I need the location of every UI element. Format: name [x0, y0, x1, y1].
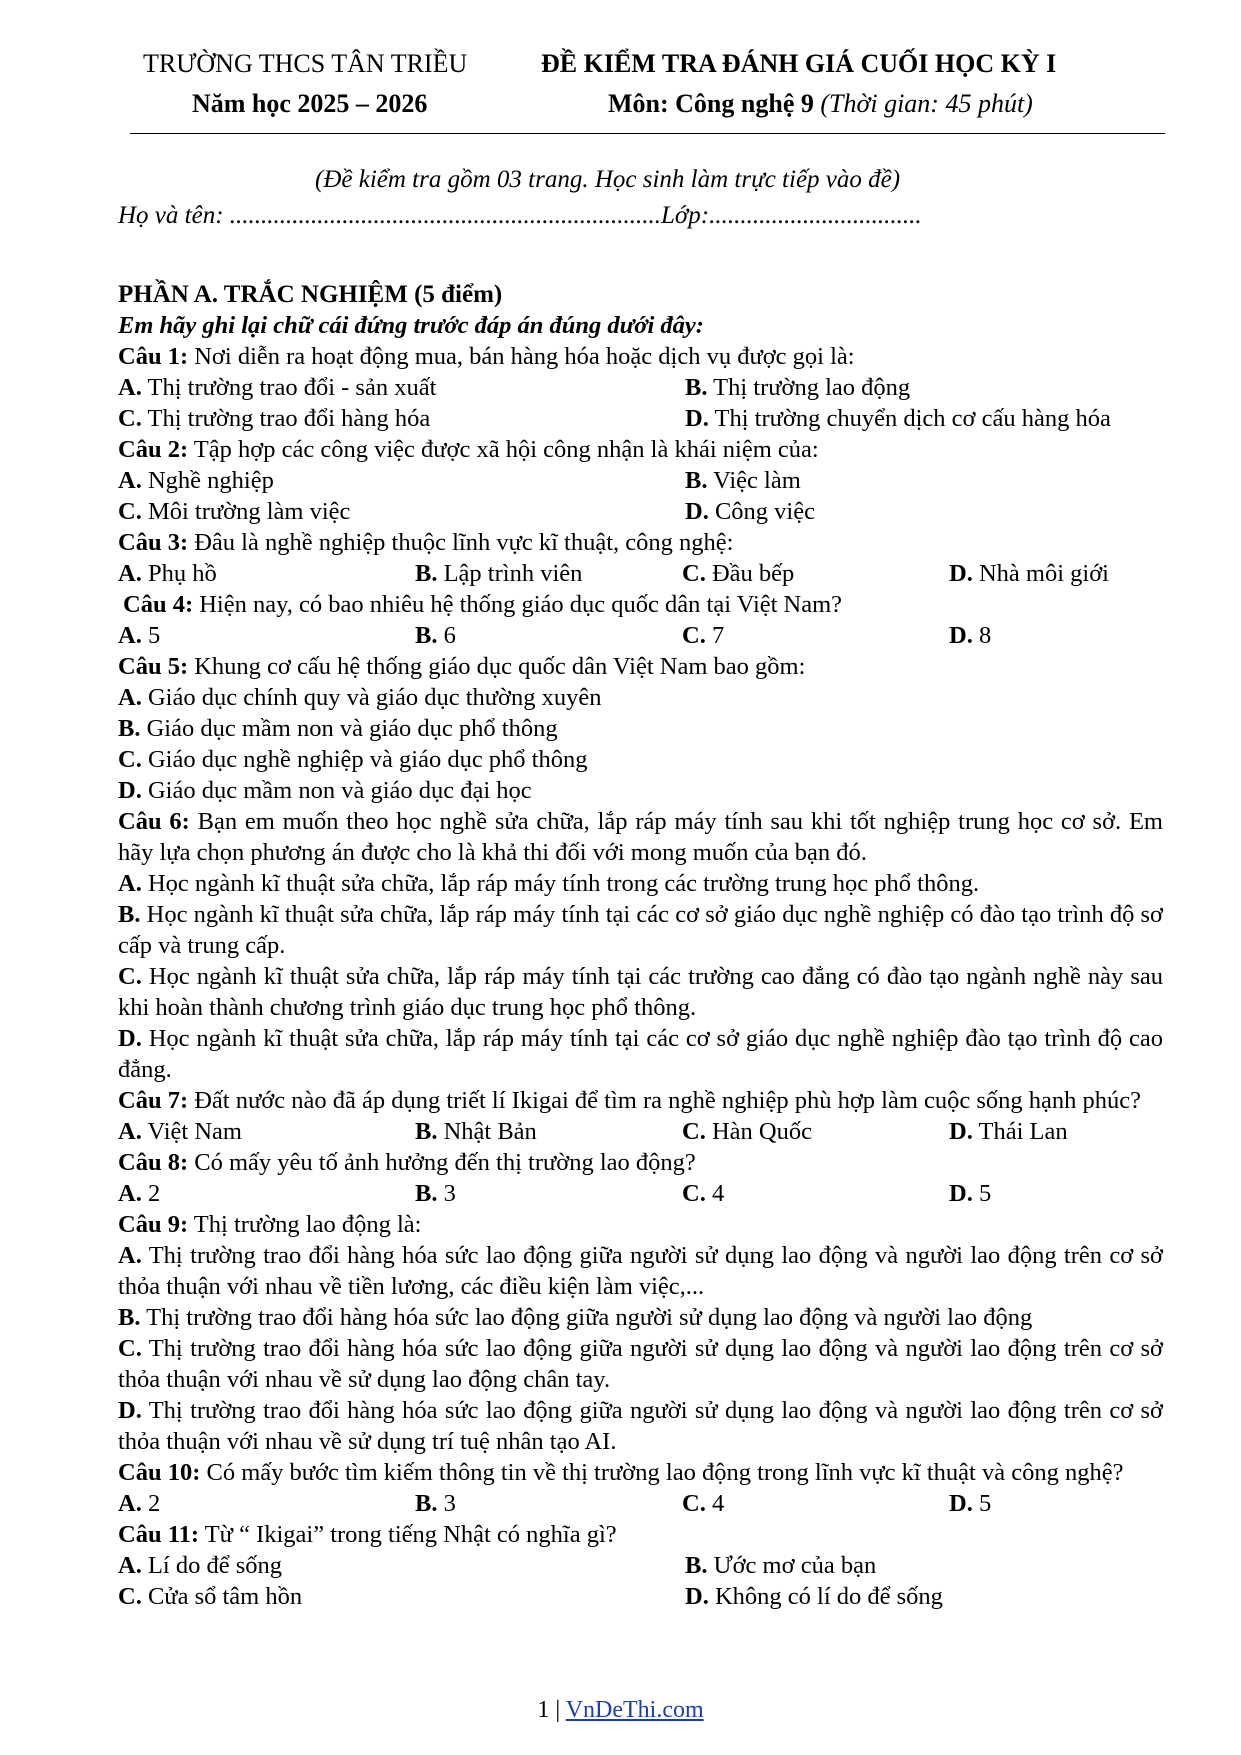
question — [118, 434, 1163, 465]
option: B. Thị trường lao động — [685, 374, 911, 401]
question — [118, 1519, 1163, 1550]
question-text: Từ “ Ikigai” trong tiếng Nhật có nghĩa gì? — [199, 1521, 617, 1548]
question-label: Câu 9: — [118, 1211, 189, 1238]
option-row — [118, 558, 1163, 589]
option: C. Học ngành kĩ thuật sửa chữa, lắp ráp máy tính tại các trường cao đẳng có đào tạo ngành nghề này sau khi hoàn thành chương trình giáo dục trung học phổ thông. — [118, 963, 1163, 1021]
question-text: Có mấy yêu tố ảnh hưởng đến thị trường lao động? — [188, 1149, 696, 1176]
section-a-title: PHẦN A. TRẮC NGHIỆM (5 điểm) — [118, 281, 503, 308]
subject-line — [608, 89, 1033, 119]
exam-note: (Đề kiểm tra gồm 03 trang. Học sinh làm trực tiếp vào đề) — [315, 166, 901, 193]
school-year: Năm học 2025 – 2026 — [192, 89, 428, 118]
option: D. Công việc — [685, 498, 815, 525]
option: C. Hàn Quốc — [682, 1118, 812, 1145]
question — [118, 1209, 1163, 1240]
option: C. Môi trường làm việc — [118, 498, 351, 525]
option: C. Thị trường trao đổi hàng hóa sức lao động giữa người sử dụng lao động và người lao động trên cơ sở thỏa thuận với nhau về sử dụng lao động chân tay. — [118, 1335, 1163, 1393]
option-row — [118, 496, 1163, 527]
option: D. Học ngành kĩ thuật sửa chữa, lắp ráp máy tính tại các cơ sở giáo dục nghề nghiệp đào tạo trình độ cao đẳng. — [118, 1025, 1163, 1083]
option: A. Thị trường trao đổi - sản xuất — [118, 374, 437, 401]
question-label: Câu 1: — [118, 343, 189, 370]
option-row — [118, 372, 1163, 403]
question — [118, 1085, 1163, 1116]
page-number: 1 — [537, 1697, 550, 1723]
question-label: Câu 8: — [118, 1149, 189, 1176]
question-label: Câu 7: — [118, 1087, 189, 1114]
option: A. 2 — [118, 1180, 161, 1207]
question — [118, 589, 1163, 620]
option: D. Thị trường chuyển dịch cơ cấu hàng hóa — [685, 405, 1111, 432]
question — [118, 1457, 1163, 1488]
option-row — [118, 465, 1163, 496]
exam-content — [118, 279, 1163, 1612]
option: A. Nghề nghiệp — [118, 467, 274, 494]
option: D. Không có lí do để sống — [685, 1583, 943, 1610]
option: B. Học ngành kĩ thuật sửa chữa, lắp ráp máy tính tại các cơ sở giáo dục nghề nghiệp có đào tạo trình độ sơ cấp và trung cấp. — [118, 901, 1163, 959]
question-text: Bạn em muốn theo học nghề sửa chữa, lắp ráp máy tính sau khi tốt nghiệp trung học cơ sở. Em hãy lựa chọn phương án được cho là khả thi đối với mong muốn của bạn đó. — [118, 808, 1163, 866]
question-text: Đất nước nào đã áp dụng triết lí Ikigai để tìm ra nghề nghiệp phù hợp làm cuộc sống hạnh phúc? — [188, 1087, 1142, 1114]
option-row — [118, 1178, 1163, 1209]
option-row — [118, 1116, 1163, 1147]
option: C. Giáo dục nghề nghiệp và giáo dục phổ thông — [118, 746, 588, 773]
option-row — [118, 403, 1163, 434]
question — [118, 806, 1163, 868]
option: C. 4 — [682, 1490, 725, 1517]
question — [118, 651, 1163, 682]
subject: Môn: Công nghệ 9 — [608, 89, 814, 118]
option: D. 5 — [949, 1180, 992, 1207]
option: B. Nhật Bản — [415, 1118, 537, 1145]
option: B. 3 — [415, 1490, 456, 1517]
option-row — [118, 1581, 1163, 1612]
question-label: Câu 11: — [118, 1521, 200, 1548]
student-name-line: Họ và tên: .....................................................................Lớp:.................................. — [118, 202, 922, 229]
option-row — [118, 1488, 1163, 1519]
option: D. Thái Lan — [949, 1118, 1068, 1145]
question-label: Câu 4: — [123, 591, 194, 618]
exam-time: (Thời gian: 45 phút) — [820, 89, 1033, 118]
question-label: Câu 10: — [118, 1459, 201, 1486]
option: D. Thị trường trao đổi hàng hóa sức lao động giữa người sử dụng lao động và người lao động trên cơ sở thỏa thuận với nhau về sử dụng trí tuệ nhân tạo AI. — [118, 1397, 1163, 1455]
site-link[interactable]: VnDeThi.com — [565, 1697, 704, 1723]
option: D. Giáo dục mầm non và giáo dục đại học — [118, 777, 532, 804]
exam-title: ĐỀ KIỂM TRA ĐÁNH GIÁ CUỐI HỌC KỲ I — [541, 49, 1057, 78]
section-a-instruction: Em hãy ghi lại chữ cái đứng trước đáp án đúng dưới đây: — [118, 312, 704, 339]
option: D. 8 — [949, 622, 992, 649]
option: B. Thị trường trao đổi hàng hóa sức lao động giữa người sử dụng lao động và người lao động — [118, 1304, 1033, 1331]
question-text: Khung cơ cấu hệ thống giáo dục quốc dân Việt Nam bao gồm: — [188, 653, 806, 680]
option: A. Việt Nam — [118, 1118, 242, 1145]
option: C. Cửa sổ tâm hồn — [118, 1583, 303, 1610]
option: C. Thị trường trao đổi hàng hóa — [118, 405, 431, 432]
option-row — [118, 1550, 1163, 1581]
option: B. Lập trình viên — [415, 560, 583, 587]
question-text: Nơi diễn ra hoạt động mua, bán hàng hóa hoặc dịch vụ được gọi là: — [188, 343, 855, 370]
question-label: Câu 3: — [118, 529, 189, 556]
option: B. 3 — [415, 1180, 456, 1207]
option: B. Ước mơ của bạn — [685, 1552, 877, 1579]
question-text: Thị trường lao động là: — [188, 1211, 422, 1238]
page-footer — [0, 1697, 1241, 1724]
option: A. Lí do để sống — [118, 1552, 283, 1579]
question-label: Câu 5: — [118, 653, 189, 680]
option: B. Việc làm — [685, 467, 801, 494]
question — [118, 341, 1163, 372]
option: A. Giáo dục chính quy và giáo dục thường xuyên — [118, 684, 602, 711]
option: D. Nhà môi giới — [949, 560, 1109, 587]
option: B. 6 — [415, 622, 456, 649]
option-row — [118, 620, 1163, 651]
option: A. 5 — [118, 622, 161, 649]
option: C. Đầu bếp — [682, 560, 795, 587]
question-text: Có mấy bước tìm kiếm thông tin về thị trường lao động trong lĩnh vực kĩ thuật và công nghệ? — [200, 1459, 1124, 1486]
header-divider — [130, 133, 1165, 134]
question-label: Câu 6: — [118, 808, 190, 835]
question-label: Câu 2: — [118, 436, 189, 463]
option: A. Thị trường trao đổi hàng hóa sức lao động giữa người sử dụng lao động và người lao động trên cơ sở thỏa thuận với nhau về tiền lương, các điều kiện làm việc,... — [118, 1242, 1163, 1300]
footer-separator: | — [549, 1697, 566, 1723]
question-text: Tập hợp các công việc được xã hội công nhận là khái niệm của: — [188, 436, 819, 463]
option: D. 5 — [949, 1490, 992, 1517]
question — [118, 527, 1163, 558]
school-name: TRƯỜNG THCS TÂN TRIỀU — [143, 49, 468, 78]
option: C. 4 — [682, 1180, 725, 1207]
question-text: Hiện nay, có bao nhiêu hệ thống giáo dục quốc dân tại Việt Nam? — [193, 591, 843, 618]
option: A. Học ngành kĩ thuật sửa chữa, lắp ráp máy tính trong các trường trung học phổ thông. — [118, 870, 980, 897]
question — [118, 1147, 1163, 1178]
option: A. 2 — [118, 1490, 161, 1517]
question-text: Đâu là nghề nghiệp thuộc lĩnh vực kĩ thuật, công nghệ: — [188, 529, 734, 556]
option: B. Giáo dục mầm non và giáo dục phổ thông — [118, 715, 558, 742]
option: A. Phụ hồ — [118, 560, 217, 587]
option: C. 7 — [682, 622, 725, 649]
